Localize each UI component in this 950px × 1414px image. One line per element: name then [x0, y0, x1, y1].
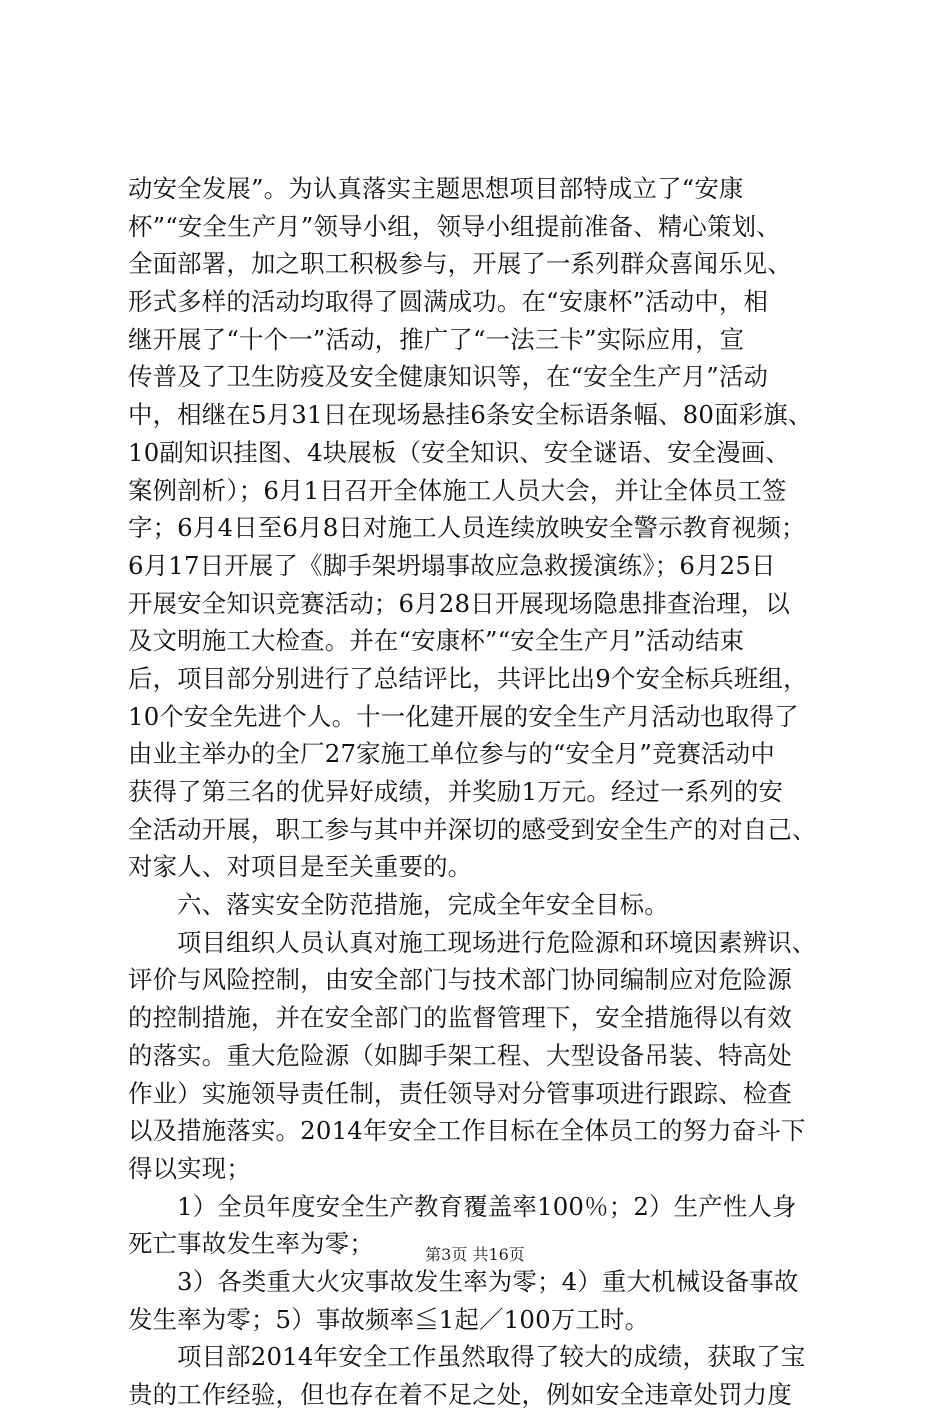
- text-line: 全活动开展，职工参与其中并深切的感受到安全生产的对自己、: [128, 814, 817, 844]
- body-text: [128, 170, 838, 1414]
- text-line: 形式多样的活动均取得了圆满成功。在“安康杯”活动中，相: [128, 287, 769, 317]
- page-footer: 第3页 共16页: [425, 1245, 525, 1264]
- text-line: 以及措施落实。2014年安全工作目标在全体员工的努力奋斗下: [128, 1116, 806, 1146]
- text-line: 动安全发展”。为认真落实主题思想项目部特成立了“安康: [128, 174, 744, 203]
- text-line: 发生率为零；5）事故频率≦1起／100万工时。: [128, 1304, 650, 1334]
- text-line: 3）各类重大火灾事故发生率为零；4）重大机械设备事故: [177, 1266, 799, 1296]
- text-line: 10副知识挂图、4块展板（安全知识、安全谜语、安全漫画、: [128, 437, 790, 467]
- text-line: 案例剖析）；6月1日召开全体施工人员大会，并让全体员工签: [128, 475, 787, 505]
- text-line: 继开展了“十个一”活动，推广了“一法三卡”实际应用，宣: [128, 324, 745, 354]
- text-line: 杯”“安全生产月”领导小组，领导小组提前准备、精心策划、: [128, 211, 781, 241]
- text-line: 的落实。重大危险源（如脚手架工程、大型设备吊装、特高处: [128, 1040, 792, 1070]
- text-line: 项目部2014年安全工作虽然取得了较大的成绩，获取了宝: [177, 1342, 806, 1372]
- text-line: 的控制措施，并在安全部门的监督管理下，安全措施得以有效: [128, 1003, 792, 1033]
- text-line: 10个安全先进个人。十一化建开展的安全生产月活动也取得了: [128, 701, 799, 731]
- text-line: 由业主举办的全厂27家施工单位参与的“安全月”竞赛活动中: [128, 739, 775, 769]
- text-line: 6月17日开展了《脚手架坍塌事故应急救援演练》；6月25日: [128, 550, 776, 580]
- text-line: 贵的工作经验，但也存在着不足之处，例如安全违章处罚力度: [128, 1380, 792, 1409]
- text-line: 字；6月4日至6月8日对施工人员连续放映安全警示教育视频；: [128, 513, 806, 543]
- text-line: 传普及了卫生防疫及安全健康知识等，在“安全生产月”活动: [128, 362, 769, 392]
- text-line: 评价与风险控制，由安全部门与技术部门协同编制应对危险源: [128, 965, 792, 995]
- text-line: 获得了第三名的优异好成绩，并奖励1万元。经过一系列的安: [128, 777, 784, 806]
- text-line: 全面部署，加之职工积极参与，开展了一系列群众喜闻乐见、: [128, 249, 792, 279]
- text-line: 及文明施工大检查。并在“安康杯”“安全生产月”活动结束: [128, 626, 745, 656]
- text-line: 开展安全知识竞赛活动；6月28日开展现场隐患排查治理，以: [128, 588, 790, 618]
- text-line: 对家人、对项目是至关重要的。: [128, 852, 473, 882]
- section-heading: 六、落实安全防范措施，完成全年安全目标。: [177, 890, 669, 920]
- text-line: 中，相继在5月31日在现场悬挂6条安全标语条幅、80面彩旗、: [128, 400, 813, 430]
- text-line: 项目组织人员认真对施工现场进行危险源和环境因素辨识、: [177, 927, 817, 957]
- text-line: 后，项目部分别进行了总结评比，共评比出9个安全标兵班组，: [128, 663, 808, 693]
- text-line: 死亡事故发生率为零；: [128, 1229, 374, 1259]
- text-line: 得以实现；: [128, 1153, 251, 1183]
- text-line: 作业）实施领导责任制，责任领导对分管事项进行跟踪、检查: [128, 1078, 792, 1108]
- text-line: 1）全员年度安全生产教育覆盖率100％；2）生产性人身: [177, 1191, 797, 1221]
